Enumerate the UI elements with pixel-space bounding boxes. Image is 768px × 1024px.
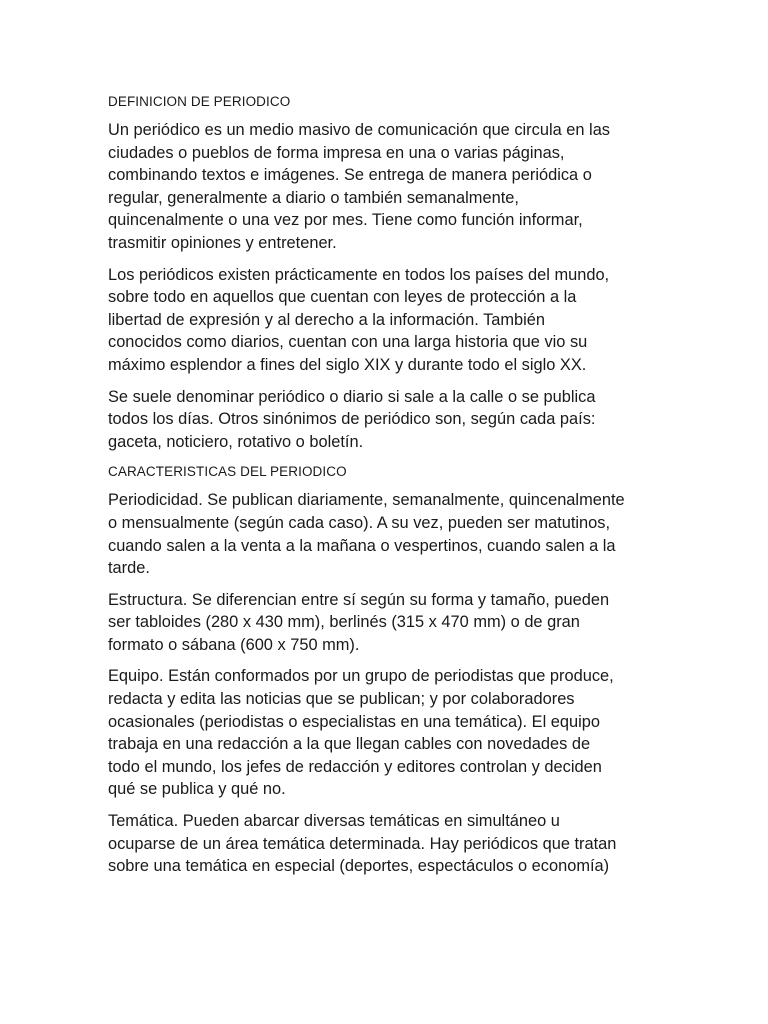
paragraph-estructura — [108, 589, 668, 657]
paragraph-paises — [108, 264, 668, 377]
text-line: quincenalmente o una vez por mes. Tiene como función informar, — [108, 211, 583, 230]
text-line: sobre todo en aquellos que cuentan con leyes de protección a la — [108, 288, 577, 307]
text-line: máximo esplendor a fines del siglo XIX y durante todo el siglo XX. — [108, 355, 587, 374]
text-line: tarde. — [108, 559, 150, 578]
paragraph-tematica — [108, 810, 668, 878]
paragraph-definicion — [108, 119, 668, 255]
text-line: libertad de expresión y al derecho a la información. También — [108, 310, 546, 329]
text-line: qué se publica y qué no. — [108, 780, 286, 799]
text-line: conocidos como diarios, cuentan con una larga historia que vio su — [108, 333, 588, 352]
paragraph-sinonimos — [108, 386, 668, 454]
text-line: gaceta, noticiero, rotativo o boletín. — [108, 432, 364, 451]
text-line: combinando textos e imágenes. Se entrega de manera periódica o — [108, 166, 592, 185]
section-heading-caracteristicas: CARACTERISTICAS DEL PERIODICO — [108, 464, 347, 480]
paragraph-equipo — [108, 665, 668, 801]
text-line: Los periódicos existen prácticamente en todos los países del mundo, — [108, 265, 610, 284]
text-line: o mensualmente (según cada caso). A su vez, pueden ser matutinos, — [108, 513, 611, 532]
text-line: trasmitir opiniones y entretener. — [108, 233, 337, 252]
text-line: todo el mundo, los jefes de redacción y editores controlan y deciden — [108, 757, 602, 776]
text-line: Estructura. Se diferencian entre sí según su forma y tamaño, pueden — [108, 590, 610, 609]
text-line: formato o sábana (600 x 750 mm). — [108, 635, 360, 654]
text-line: todos los días. Otros sinónimos de periódico son, según cada país: — [108, 410, 596, 429]
text-line: redacta y edita las noticias que se publican; y por colaboradores — [108, 690, 575, 709]
paragraph-periodicidad — [108, 489, 668, 579]
text-line: Un periódico es un medio masivo de comunicación que circula en las — [108, 121, 611, 139]
text-line: cuando salen a la venta a la mañana o vespertinos, cuando salen a la — [108, 536, 616, 555]
text-line: regular, generalmente a diario o también semanalmente, — [108, 188, 519, 207]
text-line: Se suele denominar periódico o diario si sale a la calle o se publica — [108, 387, 596, 406]
text-line: Periodicidad. Se publican diariamente, semanalmente, quincenalmente — [108, 491, 625, 510]
text-line: ser tabloides (280 x 430 mm), berlinés (315 x 470 mm) o de gran — [108, 613, 580, 632]
text-line: ciudades o pueblos de forma impresa en una o varias páginas, — [108, 143, 565, 162]
text-line: Temática. Pueden abarcar diversas temáticas en simultáneo u — [108, 812, 560, 831]
text-line: Equipo. Están conformados por un grupo de periodistas que produce, — [108, 667, 614, 686]
text-line: ocuparse de un área temática determinada. Hay periódicos que tratan — [108, 834, 617, 853]
text-line: trabaja en una redacción a la que llegan cables con novedades de — [108, 735, 591, 754]
document-body — [108, 92, 668, 887]
section-heading-definicion: DEFINICION DE PERIODICO — [108, 94, 291, 109]
text-line: ocasionales (periodistas o especialistas en una temática). El equipo — [108, 712, 600, 731]
text-line: sobre una temática en especial (deportes, espectáculos o economía) — [108, 857, 610, 876]
